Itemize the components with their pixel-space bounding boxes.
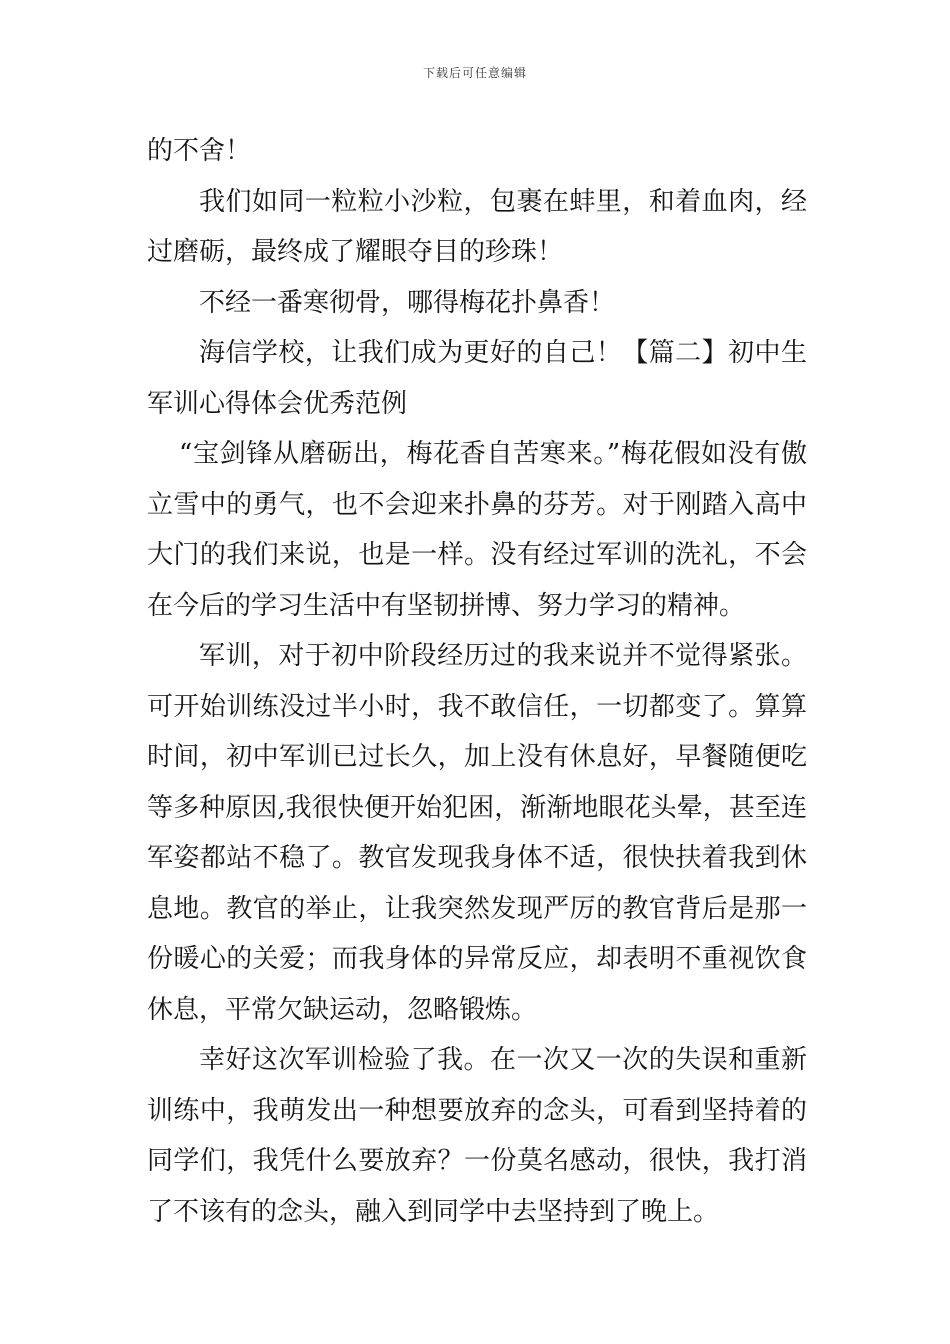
paragraph-3: 不经一番寒彻骨，哪得梅花扑鼻香！ <box>199 287 616 318</box>
document-body <box>147 126 807 1237</box>
paragraph-5: “宝剑锋从磨砺出，梅花香自苦寒来。”梅花假如没有傲立雪中的勇气，也不会迎来扑鼻的芬芳。对于刚踏入高中大门的我们来说，也是一样。没有经过军训的洗礼，不会在今后的学习生活中有坚韧拼博、努力学习的精神。 <box>147 439 807 621</box>
page-header: 下载后可任意编辑 <box>422 66 527 80</box>
paragraph-1: 的不舍！ <box>147 136 252 166</box>
paragraph-2: 我们如同一粒粒小沙粒，包裹在蚌里，和着血肉，经过磨砺，最终成了耀眼夺目的珍珠！ <box>147 186 807 267</box>
paragraph-6: 军训，对于初中阶段经历过的我来说并不觉得紧张。可开始训练没过半小时，我不敢信任，一切都变了。算算时间，初中军训已过长久，加上没有休息好，早餐随便吃等多种原因,我很快便开始犯困，渐渐地眼花头晕，甚至连军姿都站不稳了。教官发现我身体不适，很快扶着我到休息地。教官的举止，让我突然发现严厉的教官背后是那一份暖心的关爱；而我身体的异常反应，却表明不重视饮食休息，平常欠缺运动，忽略锻炼。 <box>147 641 807 1025</box>
paragraph-4: 海信学校，让我们成为更好的自己！【篇二】初中生军训心得体会优秀范例 <box>147 338 807 419</box>
paragraph-7: 幸好这次军训检验了我。在一次又一次的失误和重新训练中，我萌发出一种想要放弃的念头，可看到坚持着的同学们，我凭什么要放弃？一份莫名感动，很快，我打消了不该有的念头，融入到同学中去坚持到了晚上。 <box>147 1045 807 1227</box>
